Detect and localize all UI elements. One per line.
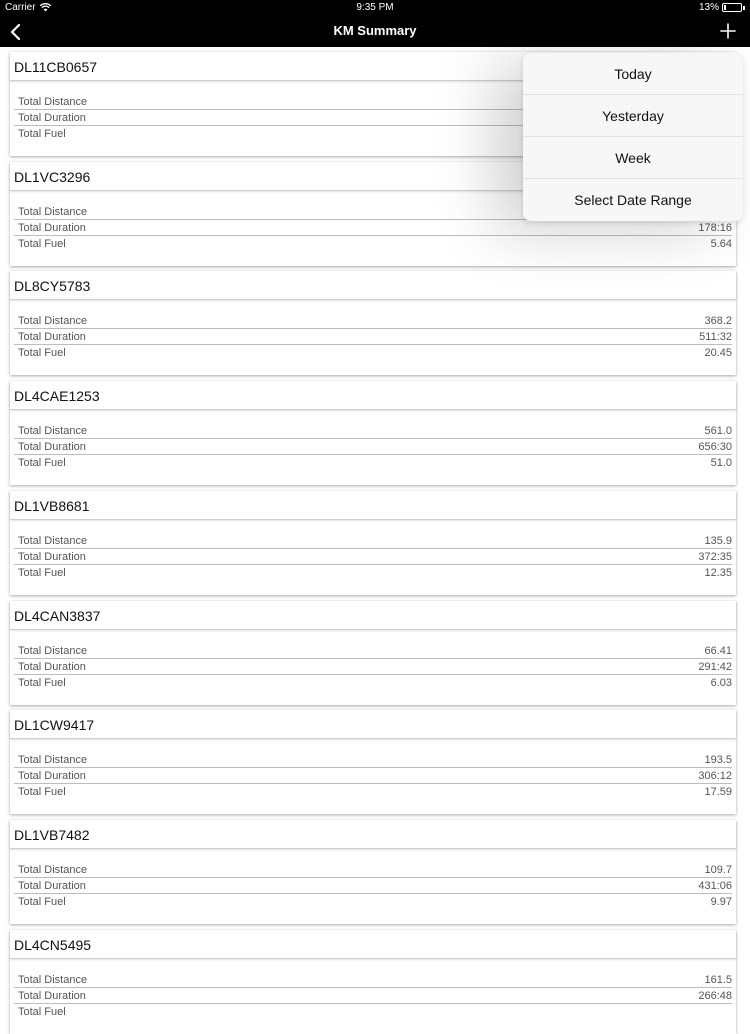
carrier-label: Carrier xyxy=(5,2,36,13)
summary-row xyxy=(14,894,732,910)
summary-label: Total Duration xyxy=(18,770,86,783)
summary-row xyxy=(14,423,732,439)
vehicle-number: DL1VC3296 xyxy=(10,162,736,191)
menu-item-today[interactable]: Today xyxy=(523,53,743,95)
vehicle-number: DL8CY5783 xyxy=(10,271,736,300)
summary-rows xyxy=(14,423,732,471)
plus-icon[interactable] xyxy=(718,21,738,41)
summary-label: Total Distance xyxy=(18,205,88,218)
summary-row xyxy=(14,675,732,691)
summary-value: 17.59 xyxy=(704,786,732,799)
summary-value: 431:06 xyxy=(698,879,732,892)
summary-label: Total Distance xyxy=(18,863,88,876)
summary-rows xyxy=(14,752,732,800)
summary-row xyxy=(14,455,732,471)
summary-label: Total Fuel xyxy=(18,237,66,250)
summary-row xyxy=(14,236,732,252)
summary-label: Total Duration xyxy=(18,331,86,344)
summary-rows xyxy=(14,643,732,691)
summary-label: Total Duration xyxy=(18,550,86,563)
summary-value: 6.03 xyxy=(710,676,732,689)
summary-label: Total Distance xyxy=(18,534,88,547)
summary-label: Total Fuel xyxy=(18,457,66,470)
summary-value: 66.41 xyxy=(704,644,732,657)
battery-percent: 13% xyxy=(698,2,719,13)
summary-row xyxy=(14,220,732,236)
summary-rows xyxy=(14,533,732,581)
summary-value: 306:12 xyxy=(698,770,732,783)
summary-label: Total Distance xyxy=(18,315,88,328)
summary-value: 135.9 xyxy=(704,534,732,547)
summary-value: 291:42 xyxy=(698,660,732,673)
summary-row xyxy=(14,329,732,345)
vehicle-number: DL1VB7482 xyxy=(10,820,736,849)
summary-value: 368.2 xyxy=(704,315,732,328)
summary-value: 109.7 xyxy=(704,863,732,876)
summary-value: 5.64 xyxy=(710,237,732,250)
summary-label: Total Distance xyxy=(18,96,88,108)
vehicle-number: DL4CAE1253 xyxy=(10,381,736,410)
summary-rows xyxy=(14,972,732,1020)
battery-icon xyxy=(722,3,742,12)
summary-row xyxy=(14,643,732,659)
summary-label: Total Fuel xyxy=(18,786,66,799)
battery-tip xyxy=(743,6,745,10)
summary-value: 161.5 xyxy=(704,973,732,986)
summary-label: Total Distance xyxy=(18,644,88,657)
vehicle-card[interactable] xyxy=(10,381,736,485)
menu-item-yesterday[interactable]: Yesterday xyxy=(523,95,743,137)
summary-row xyxy=(14,972,732,988)
vehicle-number: DL4CAN3837 xyxy=(10,601,736,630)
vehicle-card[interactable] xyxy=(10,710,736,814)
summary-row xyxy=(14,878,732,894)
summary-rows xyxy=(14,313,732,361)
summary-label: Total Duration xyxy=(18,112,86,124)
vehicle-number: DL1CW9417 xyxy=(10,710,736,739)
date-filter-menu xyxy=(523,53,743,221)
battery-level-fill xyxy=(724,5,726,10)
summary-value: 656:30 xyxy=(698,441,732,454)
page-title: KM Summary xyxy=(333,23,417,38)
summary-value: 20.45 xyxy=(704,347,732,360)
summary-row xyxy=(14,768,732,784)
status-bar xyxy=(0,0,750,16)
summary-label: Total Duration xyxy=(18,660,86,673)
summary-row xyxy=(14,862,732,878)
status-time: 9:35 PM xyxy=(356,2,394,13)
summary-row xyxy=(14,313,732,329)
vehicle-card[interactable] xyxy=(10,491,736,595)
summary-label: Total Fuel xyxy=(18,128,66,140)
summary-label: Total Fuel xyxy=(18,347,66,360)
summary-row xyxy=(14,1004,732,1020)
summary-label: Total Duration xyxy=(18,879,86,892)
summary-row xyxy=(14,752,732,768)
summary-row xyxy=(14,784,732,800)
vehicle-number: DL1VB8681 xyxy=(10,491,736,520)
menu-item-week[interactable]: Week xyxy=(523,137,743,179)
summary-value: 561.0 xyxy=(704,425,732,438)
summary-label: Total Distance xyxy=(18,425,88,438)
summary-label: Total Fuel xyxy=(18,895,66,908)
vehicle-card[interactable] xyxy=(10,601,736,705)
summary-label: Total Duration xyxy=(18,441,86,454)
vehicle-card[interactable] xyxy=(10,930,736,1034)
vehicle-card[interactable] xyxy=(10,820,736,924)
summary-row xyxy=(14,565,732,581)
summary-label: Total Fuel xyxy=(18,676,66,689)
summary-row xyxy=(14,988,732,1004)
summary-value: 266:48 xyxy=(698,989,732,1002)
vehicle-card[interactable] xyxy=(10,271,736,375)
summary-value: 12.35 xyxy=(704,566,732,579)
summary-label: Total Duration xyxy=(18,221,86,234)
summary-value: 9.97 xyxy=(710,895,732,908)
battery-info xyxy=(699,2,745,13)
summary-value: 51.0 xyxy=(710,457,732,470)
summary-row xyxy=(14,345,732,361)
vehicle-number: DL4CN5495 xyxy=(10,930,736,959)
summary-label: Total Distance xyxy=(18,973,88,986)
summary-row xyxy=(14,659,732,675)
summary-label: Total Distance xyxy=(18,754,88,767)
summary-rows xyxy=(14,862,732,910)
vehicle-number: DL11CB0657 xyxy=(10,52,736,81)
summary-value: 372:35 xyxy=(698,550,732,563)
summary-row xyxy=(14,439,732,455)
summary-row xyxy=(14,533,732,549)
summary-label: Total Fuel xyxy=(18,1005,66,1018)
summary-value: 178:16 xyxy=(698,221,732,234)
summary-label: Total Duration xyxy=(18,989,86,1002)
summary-row xyxy=(14,549,732,565)
summary-value: 511:32 xyxy=(699,331,732,344)
summary-label: Total Fuel xyxy=(18,566,66,579)
summary-value: 193.5 xyxy=(704,754,732,767)
menu-item-select-date-range[interactable]: Select Date Range xyxy=(574,192,692,208)
nav-bar xyxy=(0,16,750,47)
